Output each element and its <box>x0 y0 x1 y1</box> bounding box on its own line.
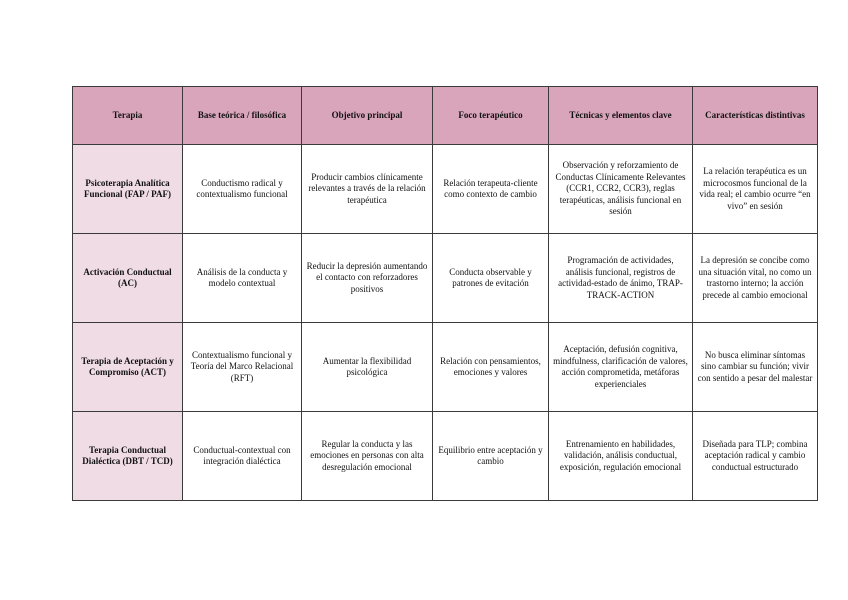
objective-cell: Producir cambios clínicamente relevantes a través de la relación terapéutica <box>302 145 433 234</box>
therapy-name-cell: Terapia de Aceptación y Compromiso (ACT) <box>73 323 183 412</box>
techniques-cell: Aceptación, defusión cognitiva, mindfulness, clarificación de valores, acción comprometida, metáforas experienciales <box>549 323 693 412</box>
focus-cell: Equilibrio entre aceptación y cambio <box>433 412 549 501</box>
table-row <box>73 323 818 412</box>
objective-cell: Regular la conducta y las emociones en personas con alta desregulación emocional <box>302 412 433 501</box>
base-cell: Conductismo radical y contextualismo funcional <box>183 145 302 234</box>
base-cell: Contextualismo funcional y Teoría del Marco Relacional (RFT) <box>183 323 302 412</box>
features-cell: La depresión se concibe como una situación vital, no como un trastorno interno; la acción precede al cambio emocional <box>693 234 818 323</box>
therapy-name-cell: Activación Conductual (AC) <box>73 234 183 323</box>
focus-cell: Conducta observable y patrones de evitación <box>433 234 549 323</box>
therapy-name-cell: Psicoterapia Analítica Funcional (FAP / PAF) <box>73 145 183 234</box>
table-row <box>73 234 818 323</box>
header-features: Características distintivas <box>693 87 818 145</box>
techniques-cell: Entrenamiento en habilidades, validación, análisis conductual, exposición, regulación emocional <box>549 412 693 501</box>
features-cell: No busca eliminar síntomas sino cambiar su función; vivir con sentido a pesar del malestar <box>693 323 818 412</box>
features-cell: Diseñada para TLP; combina aceptación radical y cambio conductual estructurado <box>693 412 818 501</box>
header-therapy: Terapia <box>73 87 183 145</box>
header-objective: Objetivo principal <box>302 87 433 145</box>
objective-cell: Reducir la depresión aumentando el contacto con reforzadores positivos <box>302 234 433 323</box>
header-base: Base teórica / filosófica <box>183 87 302 145</box>
focus-cell: Relación terapeuta-cliente como contexto de cambio <box>433 145 549 234</box>
therapy-name-cell: Terapia Conductual Dialéctica (DBT / TCD) <box>73 412 183 501</box>
objective-cell: Aumentar la flexibilidad psicológica <box>302 323 433 412</box>
focus-cell: Relación con pensamientos, emociones y valores <box>433 323 549 412</box>
base-cell: Conductual-contextual con integración dialéctica <box>183 412 302 501</box>
techniques-cell: Programación de actividades, análisis funcional, registros de actividad-estado de ánimo, TRAP-TRACK-ACTION <box>549 234 693 323</box>
table-header-row <box>73 87 818 145</box>
header-techniques: Técnicas y elementos clave <box>549 87 693 145</box>
base-cell: Análisis de la conducta y modelo contextual <box>183 234 302 323</box>
table-row <box>73 145 818 234</box>
header-focus: Foco terapéutico <box>433 87 549 145</box>
features-cell: La relación terapéutica es un microcosmos funcional de la vida real; el cambio ocurre “en vivo” en sesión <box>693 145 818 234</box>
table-row <box>73 412 818 501</box>
therapy-comparison-table <box>72 86 818 501</box>
techniques-cell: Observación y reforzamiento de Conductas Clínicamente Relevantes (CCR1, CCR2, CCR3), reglas terapéuticas, análisis funcional en sesión <box>549 145 693 234</box>
